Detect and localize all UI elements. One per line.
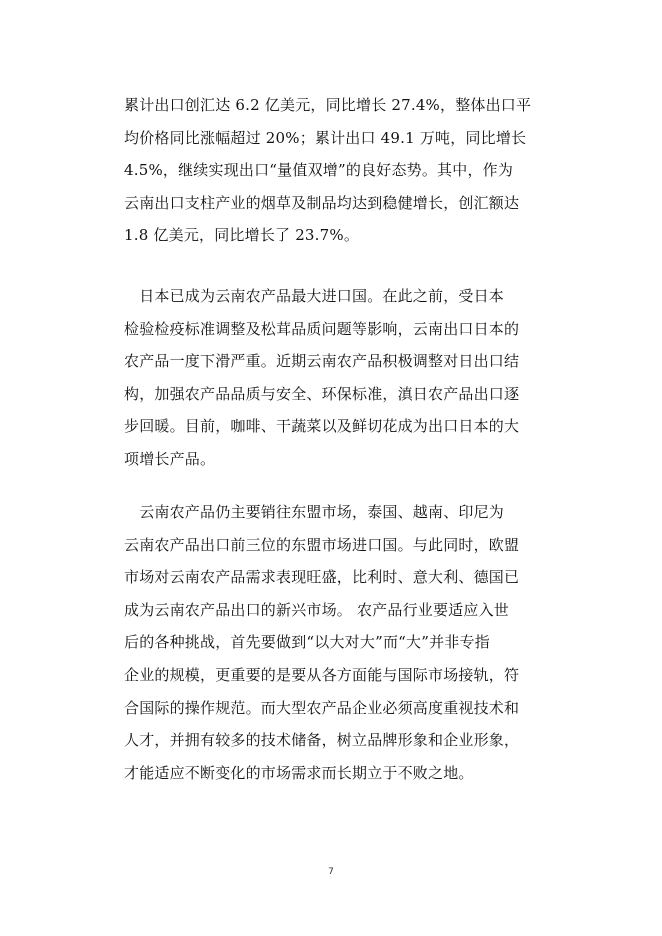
text-line: 4.5%，继续实现出口“量值双增”的良好态势。其中，作为 bbox=[124, 161, 514, 180]
text-line: 日本已成为云南农产品最大进口国。在此之前，受日本 bbox=[124, 287, 505, 305]
text-line: 云南农产品仍主要销往东盟市场，泰国、越南、印尼为 bbox=[124, 503, 505, 521]
text-line: 均价格同比涨幅超过 20%；累计出口 49.1 万吨，同比增长 bbox=[124, 128, 527, 147]
text-line: 企业的规模，更重要的是要从各方面能与国际市场接轨，符 bbox=[124, 665, 520, 684]
paragraph-japan-market bbox=[124, 280, 564, 476]
text-line: 后的各种挑战，首先要做到“以大对大”而“大”并非专指 bbox=[124, 633, 490, 652]
text-line: 市场对云南农产品需求表现旺盛，比利时、意大利、德国已 bbox=[124, 568, 520, 587]
text-line: 才能适应不断变化的市场需求而长期立于不败之地。 bbox=[124, 763, 474, 782]
text-line: 人才，并拥有较多的技术储备，树立品牌形象和企业形象， bbox=[124, 731, 520, 750]
text-line: 1.8 亿美元，同比增长了 23.7%。 bbox=[124, 226, 360, 245]
page-number: 7 bbox=[328, 867, 334, 877]
paragraph-export-summary bbox=[124, 89, 564, 252]
text-line: 项增长产品。 bbox=[124, 449, 216, 468]
paragraph-asean-market bbox=[124, 496, 564, 789]
text-line: 云南出口支柱产业的烟草及制品均达到稳健增长，创汇额达 bbox=[124, 193, 520, 212]
text-line: 云南农产品出口前三位的东盟市场进口国。与此同时，欧盟 bbox=[124, 535, 520, 554]
text-line: 检验检疫标准调整及松茸品质问题等影响，云南出口日本的 bbox=[124, 319, 520, 338]
text-line: 成为云南农产品出口的新兴市场。 农产品行业要适应入世 bbox=[124, 600, 509, 619]
text-line: 构，加强农产品品质与安全、环保标准，滇日农产品出口逐 bbox=[124, 384, 520, 403]
text-line: 合国际的操作规范。而大型农产品企业必须高度重视技术和 bbox=[124, 698, 520, 717]
text-line: 步回暖。目前，咖啡、干蔬菜以及鲜切花成为出口日本的大 bbox=[124, 417, 520, 436]
text-line: 农产品一度下滑严重。近期云南农产品积极调整对日出口结 bbox=[124, 352, 520, 371]
text-line: 累计出口创汇达 6.2 亿美元，同比增长 27.4%，整体出口平 bbox=[124, 96, 532, 114]
